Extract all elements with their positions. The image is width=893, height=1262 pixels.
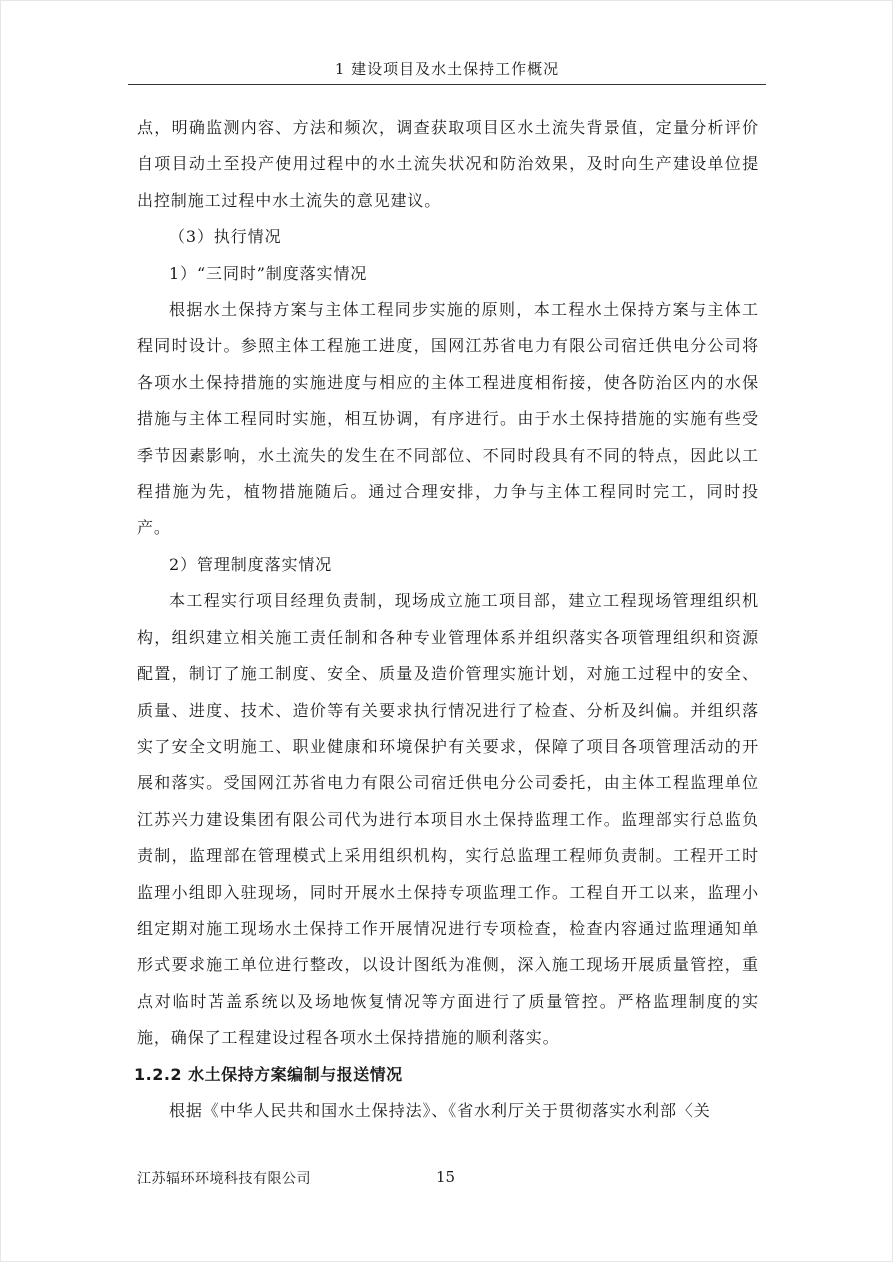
footer-company: 江苏辐环环境科技有限公司: [137, 1171, 311, 1187]
document-body: [134, 110, 759, 1129]
item-heading-management-system: 2）管理制度落实情况: [169, 554, 333, 574]
subsection-heading-execution: （3）执行情况: [169, 227, 282, 247]
item-heading-three-simultaneous: 1）“三同时”制度落实情况: [169, 263, 368, 283]
paragraph-plan-preparation: 根据《中华人民共和国水土保持法》、《省水利厅关于贯彻落实水利部〈关: [169, 1100, 711, 1120]
paragraph-continuation: 点，明确监测内容、方法和频次，调查获取项目区水土流失背景值，定量分析评价自项目动土至投产使用过程中的水土流失状况和防治效果，及时向生产建设单位提出控制施工过程中水土流失的意见建议。: [137, 118, 759, 210]
page-number: 15: [436, 1168, 456, 1186]
paragraph-three-simultaneous: 根据水土保持方案与主体工程同步实施的原则，本工程水土保持方案与主体工程同时设计。参照主体工程施工进度，国网江苏省电力有限公司宿迁供电分公司将各项水土保持措施的实施进度与相应的主体工程进度相衔接，使各防治区内的水保措施与主体工程同时实施，相互协调，有序进行。由于水土保持措施的实施有些受季节因素影响，水土流失的发生在不同部位、不同时段具有不同的特点，因此以工程措施为先，植物措施随后。通过合理安排，力争与主体工程同时完工，同时投产。: [137, 300, 759, 538]
paragraph-management-system: 本工程实行项目经理负责制，现场成立施工项目部，建立工程现场管理组织机构，组织建立相关施工责任制和各种专业管理体系并组织落实各项管理组织和资源配置，制订了施工制度、安全、质量及造价管理实施计划，对施工过程中的安全、质量、进度、技术、造价等有关要求执行情况进行了检查、分析及纠偏。并组织落实了安全文明施工、职业健康和环境保护有关要求，保障了项目各项管理活动的开展和落实。受国网江苏省电力有限公司宿迁供电分公司委托，由主体工程监理单位江苏兴力建设集团有限公司代为进行本项目水土保持监理工作。监理部实行总监负责制，监理部在管理模式上采用组织机构，实行总监理工程师负责制。工程开工时监理小组即入驻现场，同时开展水土保持专项监理工作。工程自开工以来，监理小组定期对施工现场水土保持工作开展情况进行专项检查，检查内容通过监理通知单形式要求施工单位进行整改，以设计图纸为准侧，深入施工现场开展质量管控，重点对临时苫盖系统以及场地恢复情况等方面进行了质量管控。严格监理制度的实施，确保了工程建设过程各项水土保持措施的顺利落实。: [137, 591, 759, 1048]
running-header: 1 建设项目及水土保持工作概况: [334, 60, 560, 78]
header-rule: [128, 84, 766, 85]
section-heading-1-2-2: 1.2.2 水土保持方案编制与报送情况: [134, 1064, 403, 1084]
